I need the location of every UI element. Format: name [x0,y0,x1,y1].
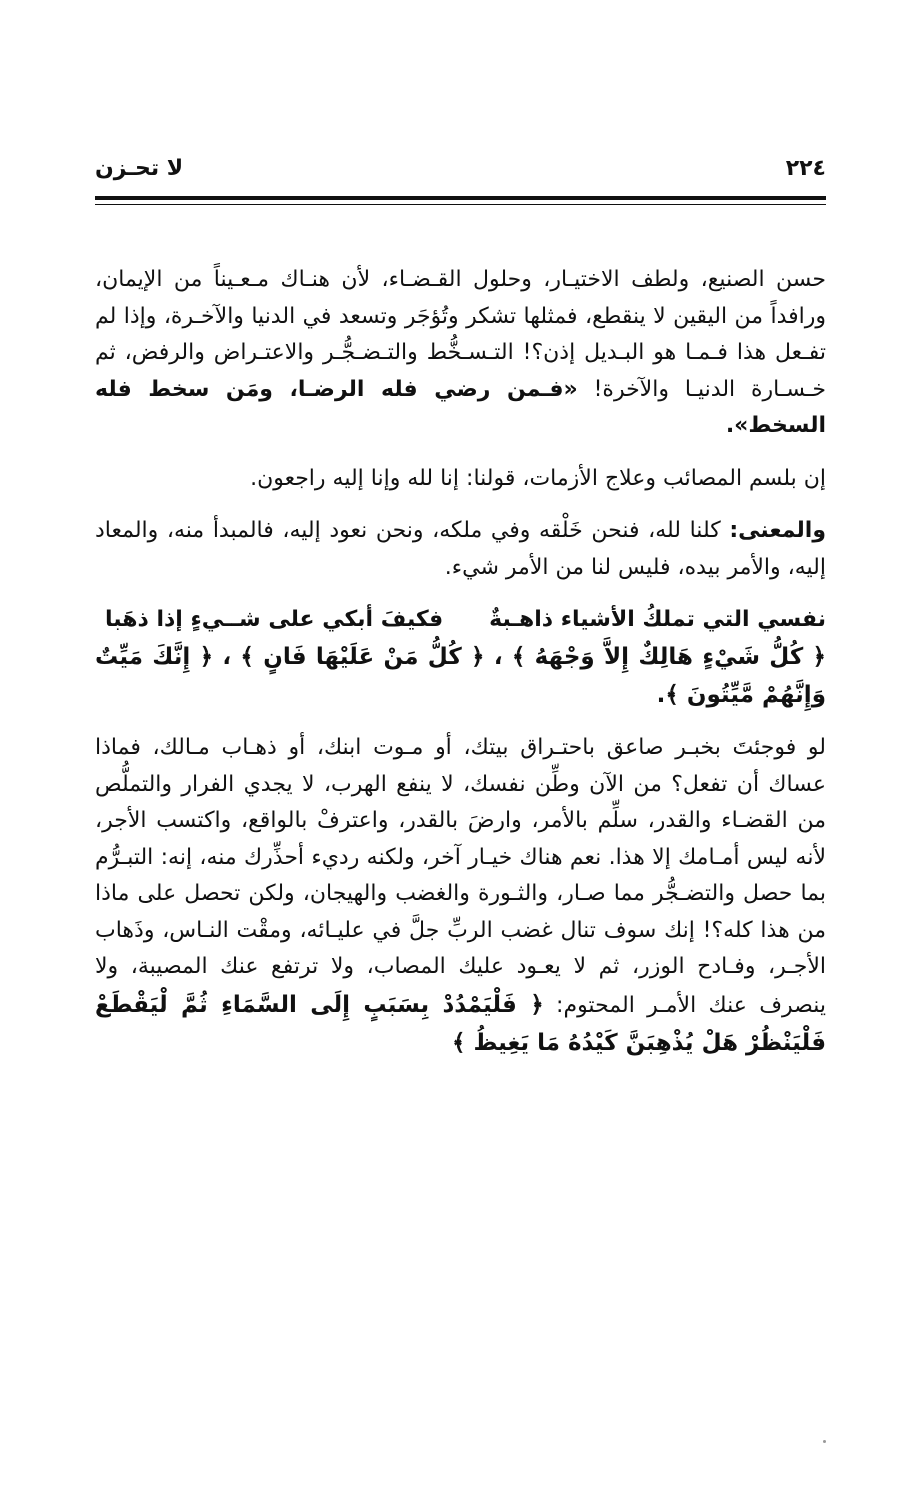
paragraph-4-text: لو فوجئتَ بخبـر صاعق باحتـراق بيتك، أو مـوت ابنك، أو ذهـاب مـالك، فماذا عساك أن تفعل؟ من الآن وطِّن نفسك، لا ينفع الهرب، لا يجدي الفرار والتملُّص من القضـاء والقدر، سلِّم بالأمر، وارضَ بالقدر، واعترفْ بالواقع، واكتسب الأجر، لأنه ليس أمـامك إلا هذا. نعم هناك خيـار آخر، ولكنه رديء أحذِّرك منه، إنه: التبـرُّم بما حصل والتضـجُّر مما صـار، والثـورة والغضب والهيجان، ولكن تحصل على ماذا من هذا كله؟! إنك سوف تنال غضب الربِّ جلَّ في عليـائه، ومقْت النـاس، وذَهاب الأجـر، وفـادح الوزر، ثم لا يعـود عليك المصاب، ولا ترتفع عنك المصيبة، ولا ينصرف عنك الأمـر المحتوم: [95,735,826,1018]
paragraph-4 [95,730,826,1063]
page-header [95,150,826,196]
paragraph-1-hadith: «فـمن رضي فله الرضـا، ومَن سخط فله السخط». [95,376,826,438]
quran-verse-2: ﴿ فَلْيَمْدُدْ بِسَبَبٍ إِلَى السَّمَاءِ ثُمَّ لْيَقْطَعْ فَلْيَنْظُرْ هَلْ يُذْهِبَنَّ كَيْدُهُ مَا يَغِيظُ ﴾ [95,991,826,1056]
paragraph-2: إن بلسم المصائب وعلاج الأزمات، قولنا: إنا لله وإنا إليه راجعون. [250,465,826,491]
page-speck [823,1440,826,1443]
paragraph-1 [95,262,826,445]
header-rule-thick [95,196,826,200]
verse-first-hemistich: نفسي التي تملكُ الأشياء ذاهـبةٌ [489,607,826,632]
page-number: ٢٢٤ [785,156,826,181]
paragraph-3-lead: والمعنى: [729,518,826,543]
verse-second-hemistich: فكيفَ أبكي على شــيءٍ إذا ذهَبا [105,607,444,632]
poetry-verse [95,602,826,638]
running-title: لا تحـزن [95,156,184,181]
header-rule-thin [95,204,826,205]
paragraph-1-text: حسن الصنيع، ولطف الاختيـار، وحلول القـضـاء، لأن هنـاك مـعـيناً من الإيمان، ورافداً من اليقين لا ينقطع، فمثلها تشكر وتُؤجَر وتسعد في الدنيا والآخـرة، وإذا لم تفـعل هذا فـمـا هو البـديل إذن؟! التـسـخُّط والتـضـجُّـر والاعتـراض والرفض، ثم خـسـارة الدنيـا والآخرة! [95,267,826,402]
paragraph-3 [95,513,826,586]
quran-verses-1: ﴿ كُلُّ شَيْءٍ هَالِكٌ إِلاَّ وَجْهَهُ ﴾ ، ﴿ كُلُّ مَنْ عَلَيْهَا فَانٍ ﴾ ، ﴿ إِنَّكَ مَيِّتٌ وَإِنَّهُمْ مَّيِّتُونَ ﴾. [95,644,826,708]
page-body [95,262,826,1063]
paragraph-3-text: كلنا لله، فنحن خَلْقه وفي ملكه، ونحن نعود إليه، فالمبدأ منه، والمعاد إليه، والأمر بيده، فليس لنا من الأمر شيء. [95,518,826,580]
